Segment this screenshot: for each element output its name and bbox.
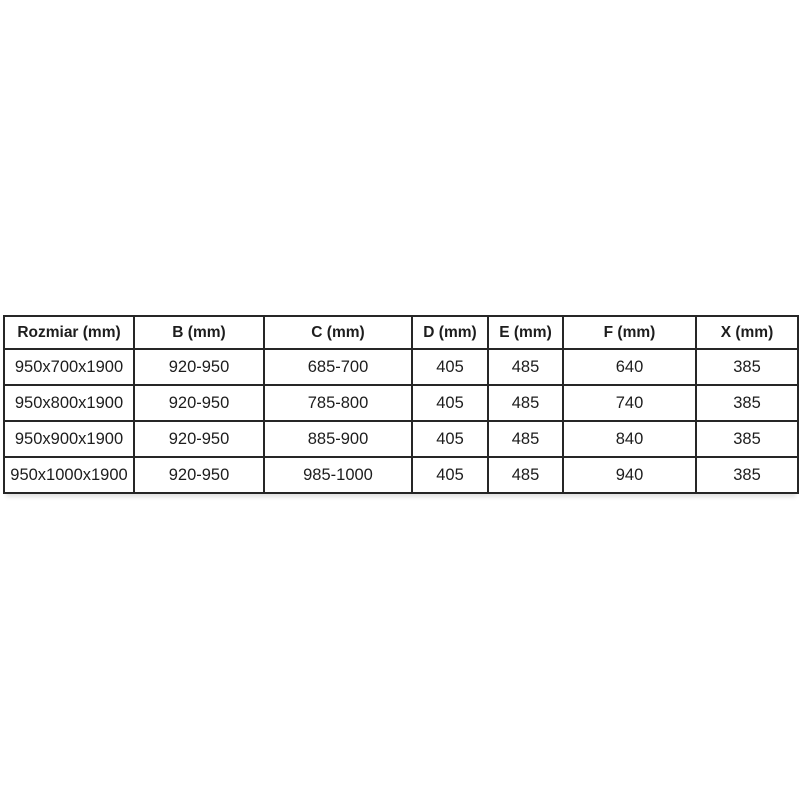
cell-x: 385 — [696, 457, 798, 493]
cell-f: 640 — [563, 349, 696, 385]
cell-b: 920-950 — [134, 421, 264, 457]
header-f: F (mm) — [563, 316, 696, 349]
cell-f: 940 — [563, 457, 696, 493]
table-row — [4, 457, 798, 493]
cell-d: 405 — [412, 421, 488, 457]
header-c: C (mm) — [264, 316, 412, 349]
cell-b: 920-950 — [134, 457, 264, 493]
cell-e: 485 — [488, 349, 563, 385]
cell-c: 985-1000 — [264, 457, 412, 493]
cell-rozmiar: 950x700x1900 — [4, 349, 134, 385]
cell-c: 785-800 — [264, 385, 412, 421]
cell-x: 385 — [696, 349, 798, 385]
header-rozmiar: Rozmiar (mm) — [4, 316, 134, 349]
cell-e: 485 — [488, 385, 563, 421]
cell-x: 385 — [696, 421, 798, 457]
header-b: B (mm) — [134, 316, 264, 349]
cell-b: 920-950 — [134, 385, 264, 421]
cell-c: 885-900 — [264, 421, 412, 457]
cell-c: 685-700 — [264, 349, 412, 385]
table-row — [4, 421, 798, 457]
cell-rozmiar: 950x900x1900 — [4, 421, 134, 457]
cell-e: 485 — [488, 421, 563, 457]
cell-f: 840 — [563, 421, 696, 457]
cell-e: 485 — [488, 457, 563, 493]
header-x: X (mm) — [696, 316, 798, 349]
header-d: D (mm) — [412, 316, 488, 349]
cell-f: 740 — [563, 385, 696, 421]
cell-d: 405 — [412, 457, 488, 493]
cell-d: 405 — [412, 349, 488, 385]
cell-rozmiar: 950x800x1900 — [4, 385, 134, 421]
table-header-row — [4, 316, 798, 349]
table-row — [4, 385, 798, 421]
table-row — [4, 349, 798, 385]
cell-x: 385 — [696, 385, 798, 421]
cell-b: 920-950 — [134, 349, 264, 385]
cell-rozmiar: 950x1000x1900 — [4, 457, 134, 493]
dimensions-spec-table — [3, 315, 799, 494]
header-e: E (mm) — [488, 316, 563, 349]
cell-d: 405 — [412, 385, 488, 421]
